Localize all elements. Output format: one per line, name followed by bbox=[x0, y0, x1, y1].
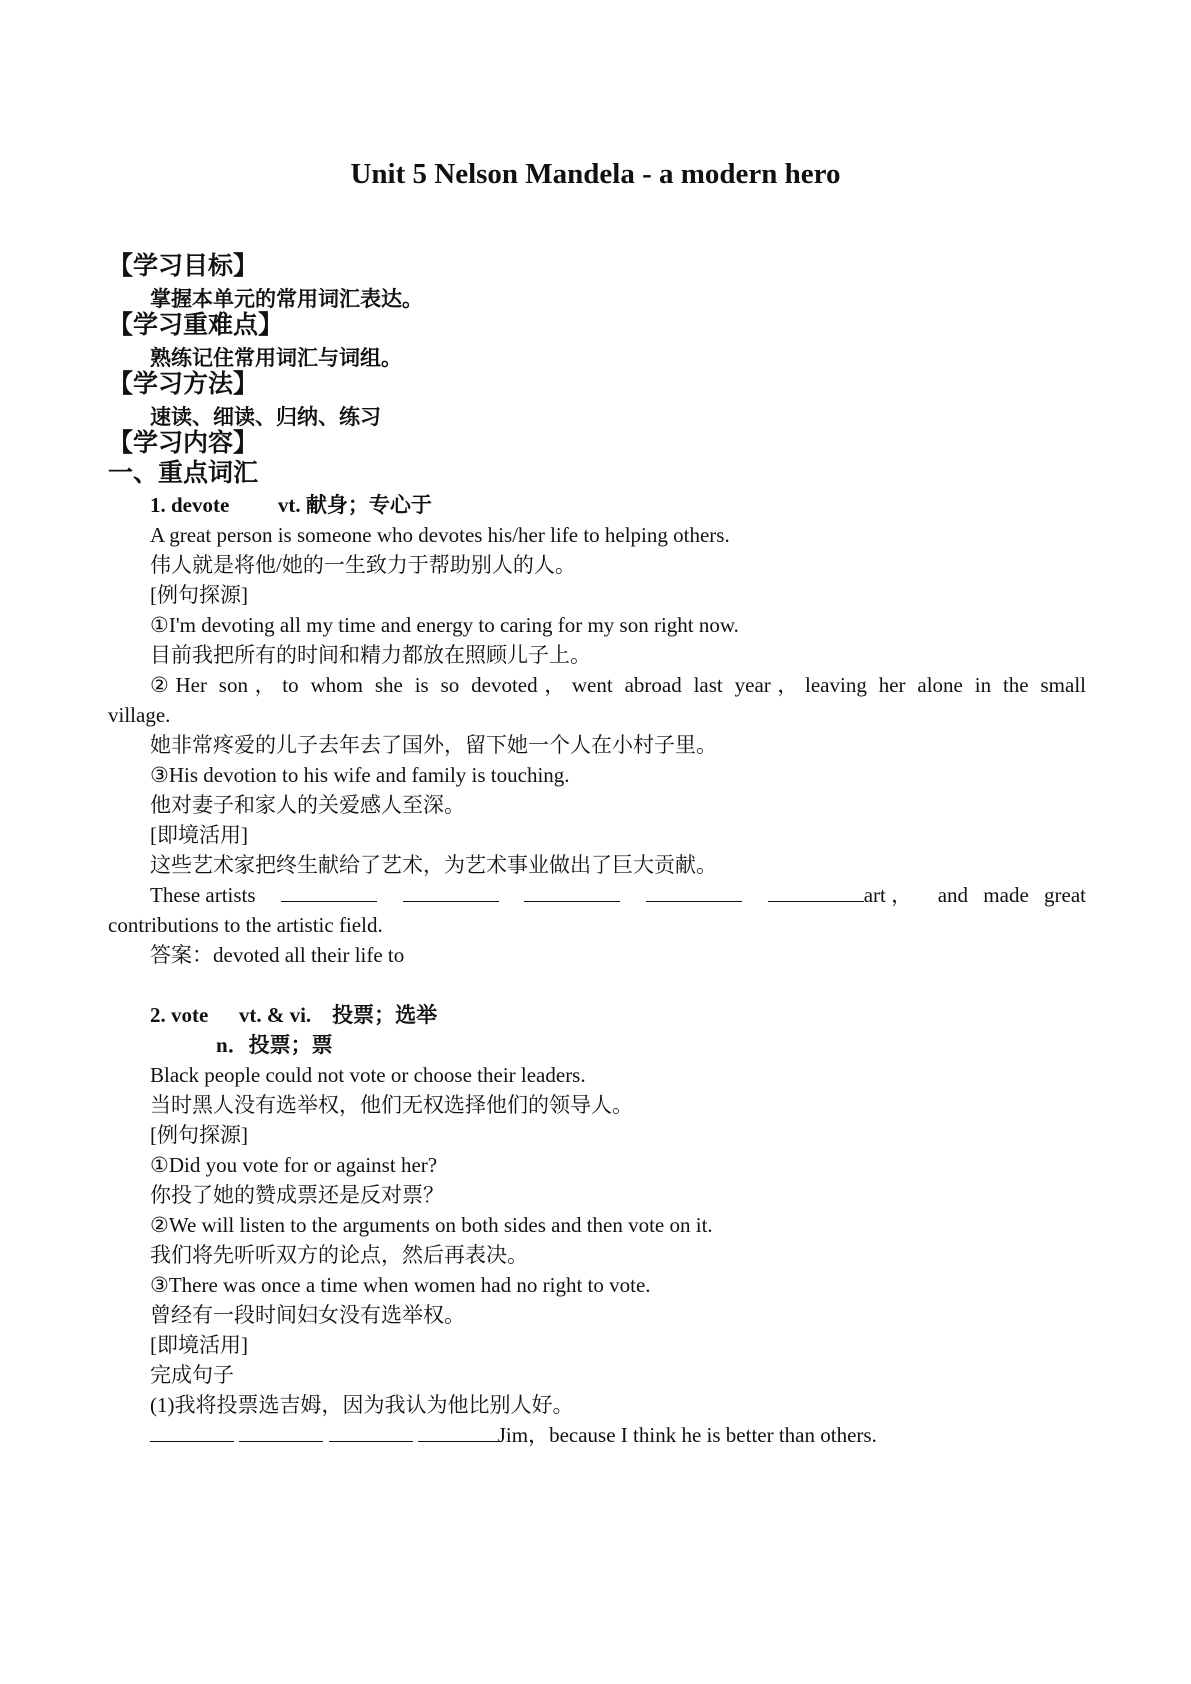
entry2-blank-1[interactable] bbox=[150, 1423, 234, 1442]
entry1-example-en: A great person is someone who devotes his/her life to helping others. bbox=[150, 523, 730, 547]
entry1-ex2-en-cont: village. bbox=[108, 703, 171, 727]
entry2-ex1-en: ①Did you vote for or against her? bbox=[150, 1153, 438, 1177]
entry2-example-zh: 当时黑人没有选举权，他们无权选择他们的领导人。 bbox=[150, 1093, 633, 1117]
entry2-blank-3[interactable] bbox=[329, 1423, 413, 1442]
entry1-blank-2[interactable] bbox=[403, 883, 499, 902]
method-heading: 【学习方法】 bbox=[108, 371, 259, 398]
entry1-practice-end: and made great bbox=[937, 883, 1086, 907]
entry1-pos: vt. 献身；专心于 bbox=[277, 493, 432, 517]
entry2-blank-2[interactable] bbox=[239, 1423, 323, 1442]
content-heading: 【学习内容】 bbox=[108, 430, 259, 457]
entry2-source-label: [例句探源] bbox=[150, 1123, 248, 1147]
entry2-ex2-zh: 我们将先听听双方的论点，然后再表决。 bbox=[150, 1243, 528, 1267]
entry2-example-en: Black people could not vote or choose their leaders. bbox=[150, 1063, 586, 1087]
entry1-ex2-zh: 她非常疼爱的儿子去年去了国外，留下她一个人在小村子里。 bbox=[150, 733, 717, 757]
entry1-ex1-en: ①I'm devoting all my time and energy to caring for my son right now. bbox=[150, 613, 739, 637]
entry2-ex2-en: ②We will listen to the arguments on both sides and then vote on it. bbox=[150, 1213, 713, 1237]
entry1-ex2-en: ②Her son，to whom she is so devoted，went abroad last year，leaving her alone in the small bbox=[150, 673, 1086, 697]
entry2-blank-4[interactable] bbox=[418, 1423, 502, 1442]
keypoints-heading: 【学习重难点】 bbox=[108, 312, 284, 339]
entry2-pos-noun: n．投票；票 bbox=[216, 1033, 333, 1057]
entry1-practice-label: [即境活用] bbox=[150, 823, 248, 847]
entry2-ex1-zh: 你投了她的赞成票还是反对票？ bbox=[150, 1183, 444, 1207]
entry2-q1-end: Jim，because I think he is better than others. bbox=[497, 1423, 877, 1447]
entry1-answer: 答案：devoted all their life to bbox=[150, 943, 405, 967]
keypoints-text: 熟练记住常用词汇与词组。 bbox=[150, 346, 402, 370]
entry2-practice-label: [即境活用] bbox=[150, 1333, 248, 1357]
entry1-word: 1. devote bbox=[150, 493, 230, 517]
entry2-ex3-zh: 曾经有一段时间妇女没有选举权。 bbox=[150, 1303, 465, 1327]
entry1-ex3-zh: 他对妻子和家人的关爱感人至深。 bbox=[150, 793, 465, 817]
objectives-text: 掌握本单元的常用词汇表达。 bbox=[150, 287, 423, 311]
entry1-ex3-en: ③His devotion to his wife and family is touching. bbox=[150, 763, 570, 787]
vocab-heading: 一、重点词汇 bbox=[108, 460, 259, 487]
entry1-headword bbox=[150, 492, 432, 518]
entry2-headword bbox=[150, 1002, 437, 1028]
entry2-word: 2. vote bbox=[150, 1003, 209, 1027]
entry1-blank-4[interactable] bbox=[646, 883, 742, 902]
entry1-ex1-zh: 目前我把所有的时间和精力都放在照顾儿子上。 bbox=[150, 643, 591, 667]
entry1-blank-3[interactable] bbox=[524, 883, 620, 902]
entry1-practice-en-cont: contributions to the artistic field. bbox=[108, 913, 383, 937]
entry1-practice-en bbox=[150, 882, 1086, 908]
entry1-practice-mid: art ， bbox=[863, 883, 913, 907]
entry2-ex3-en: ③There was once a time when women had no right to vote. bbox=[150, 1273, 651, 1297]
page-title: Unit 5 Nelson Mandela - a modern hero bbox=[350, 158, 841, 190]
entry2-pos: vt. & vi. 投票；选举 bbox=[238, 1003, 438, 1027]
entry1-example-zh: 伟人就是将他/她的一生致力于帮助别人的人。 bbox=[150, 553, 576, 577]
entry1-blank-1[interactable] bbox=[281, 883, 377, 902]
entry1-practice-start: These artists bbox=[150, 883, 256, 907]
entry1-blank-5[interactable] bbox=[768, 883, 864, 902]
entry1-practice-zh: 这些艺术家把终生献给了艺术，为艺术事业做出了巨大贡献。 bbox=[150, 853, 717, 877]
method-text: 速读、细读、归纳、练习 bbox=[150, 405, 381, 429]
objectives-heading: 【学习目标】 bbox=[108, 253, 259, 280]
entry1-source-label: [例句探源] bbox=[150, 583, 248, 607]
entry2-q1-zh: (1)我将投票选吉姆，因为我认为他比别人好。 bbox=[150, 1393, 574, 1417]
entry2-task: 完成句子 bbox=[150, 1363, 234, 1387]
entry2-q1-en bbox=[150, 1422, 877, 1448]
